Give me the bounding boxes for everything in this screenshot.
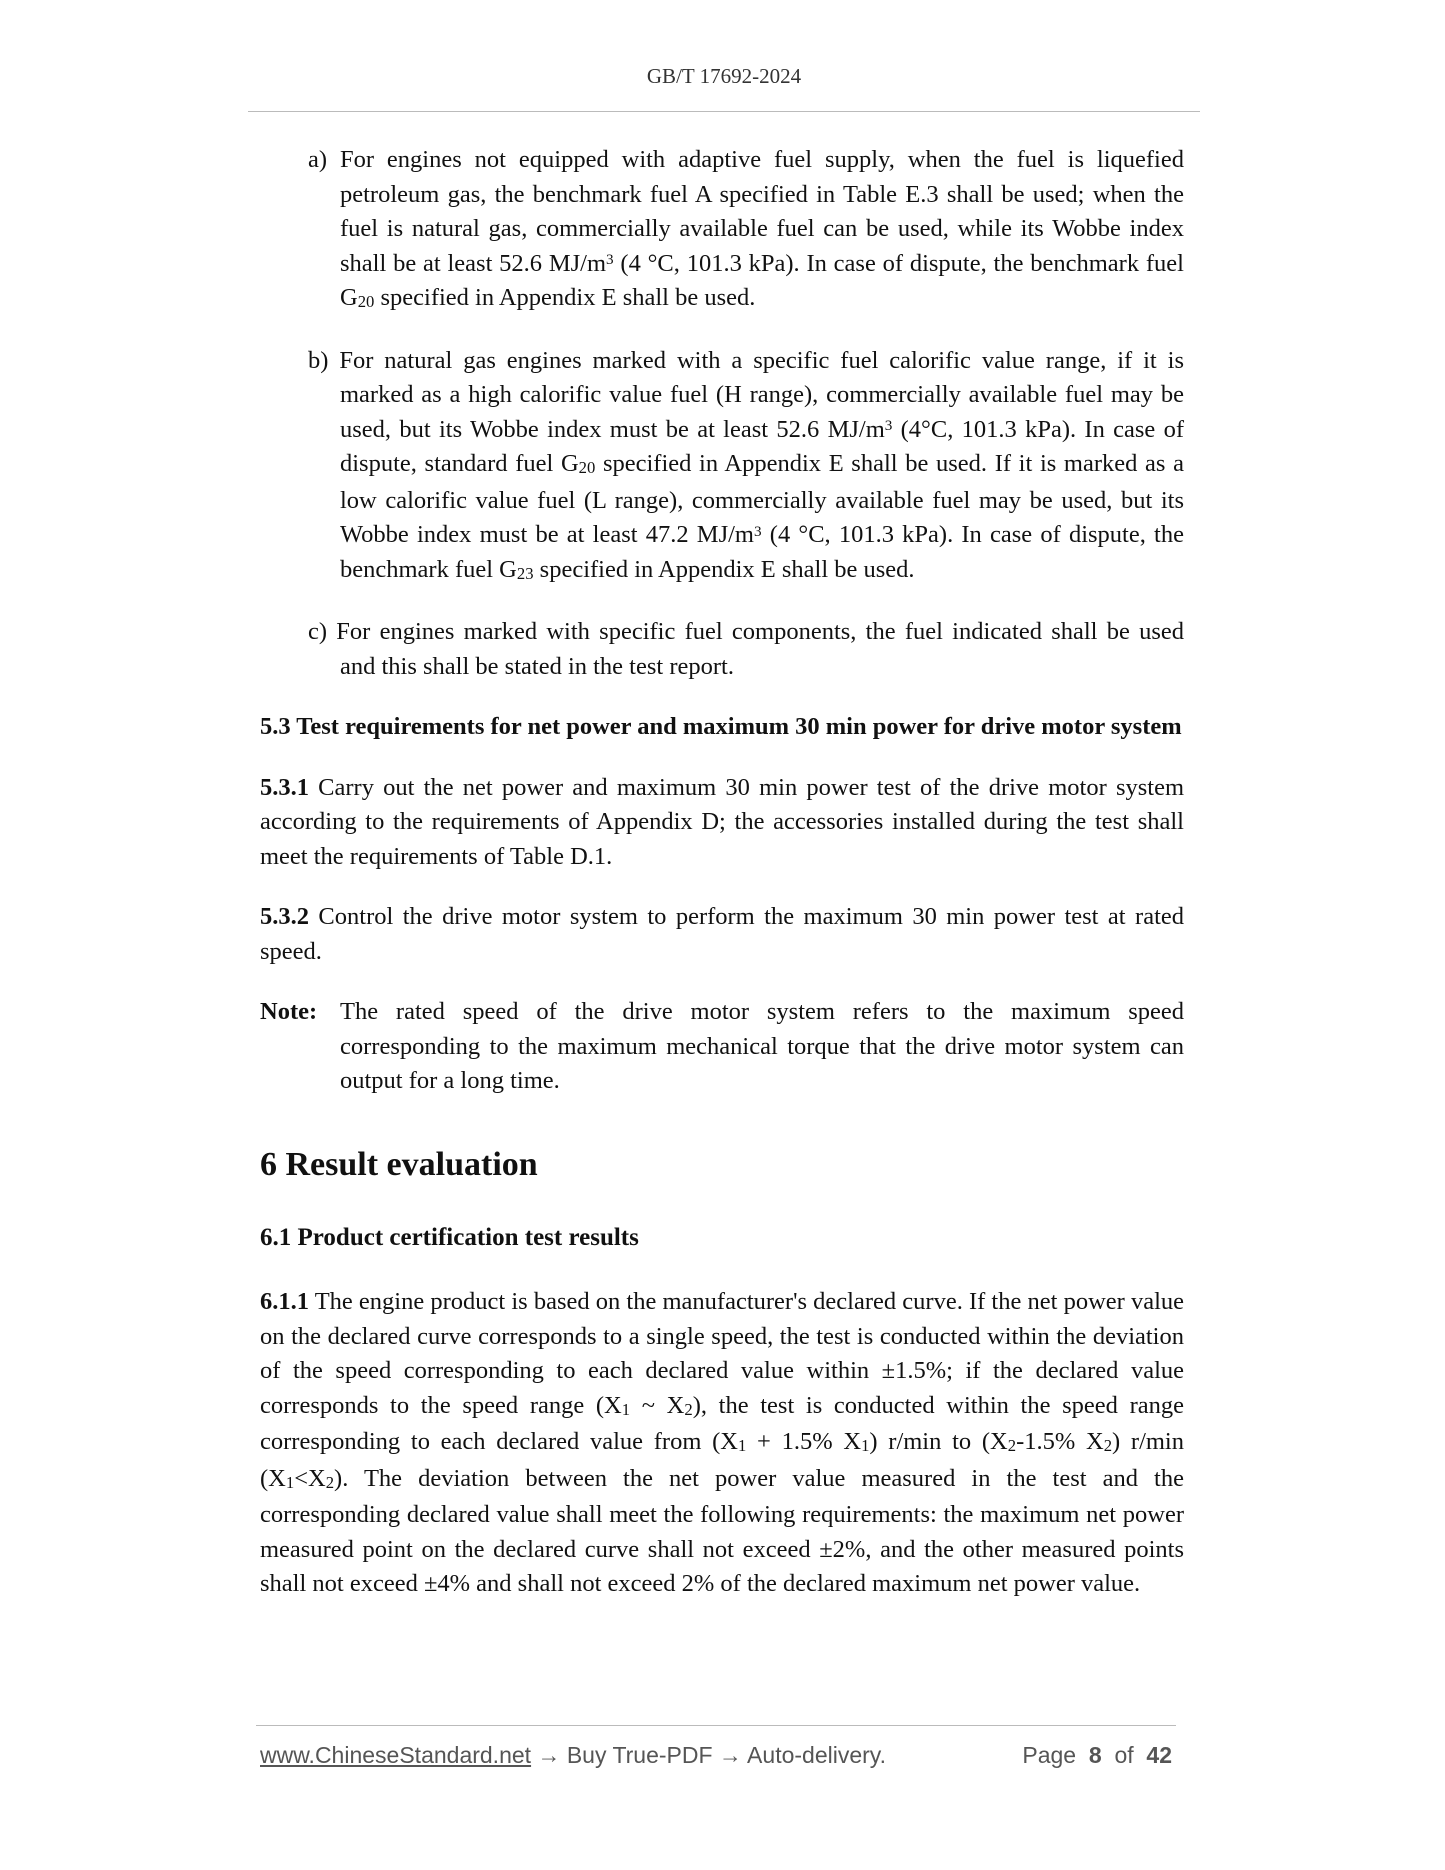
page-footer — [260, 1742, 1172, 1769]
section-heading-5-3: 5.3 Test requirements for net power and maximum 30 min power for drive motor system — [260, 713, 1182, 740]
clause-text: ) r/min (X — [260, 1428, 1184, 1492]
list-item-a — [308, 143, 1184, 318]
chinesestandard-link[interactable]: www.ChineseStandard.net — [260, 1742, 532, 1768]
list-text-b-2: (4°C, 101.3 kPa). In case of dispute, standard fuel G — [340, 415, 1184, 477]
page-label: Page — [1022, 1742, 1077, 1768]
paragraph-5-3-1 — [260, 771, 1184, 875]
superscript-3: 3 — [606, 251, 614, 269]
list-text-a-2: (4 °C, 101.3 kPa). In case of dispute, the benchmark fuel G — [340, 249, 1184, 311]
list-text-b-3: specified in Appendix E shall be used. If it is marked as a low calorific value fuel (L range), commercially available fuel may be used, but its Wobbe index must be at least 47.2 MJ/m — [340, 450, 1184, 548]
list-label-a: a) — [308, 146, 328, 173]
subscript: 2 — [684, 1399, 693, 1419]
subscript: 2 — [1007, 1436, 1017, 1456]
page-indicator — [1022, 1742, 1172, 1769]
clause-text: ). The deviation between the net power value measured in the test and the corresponding declared value shall meet the following requirements: the maximum net power measured point on the declared curve shall not exceed ±2%, and the other measured points shall not exceed ±4% and shall not exceed 2% of the declared maximum net power value. — [260, 1464, 1184, 1597]
clause-number: 5.3.2 — [260, 903, 309, 930]
list-text-a-1: For engines not equipped with adaptive fuel supply, when the fuel is liquefied petroleum gas, the benchmark fuel A specified in Table E.3 shall be used; when the fuel is natural gas, commercially available fuel can be used, while its Wobbe index shall be at least 52.6 MJ/m — [339, 146, 1184, 277]
subscript: 1 — [285, 1472, 295, 1492]
clause-number: 5.3.1 — [260, 773, 309, 801]
list-item-c — [308, 615, 1184, 684]
list-text-c: For engines marked with specific fuel components, the fuel indicated shall be used and this shall be stated in the test report. — [336, 618, 1185, 680]
list-label-b: b) — [308, 346, 329, 374]
clause-number: 6.1.1 — [260, 1288, 309, 1315]
note-text: The rated speed of the drive motor system refers to the maximum speed corresponding to the maximum mechanical torque that the drive motor system can output for a long time. — [340, 998, 1184, 1094]
clause-text: The engine product is based on the manufacturer's declared curve. If the net power value on the declared curve corresponds to a single speed, the test is conducted within the deviation of the speed corresponding to each declared value within ±1.5%; if the declared value corresponds to the speed range (X — [260, 1288, 1184, 1419]
subscript-20: 20 — [578, 458, 596, 478]
list-item-b — [308, 344, 1184, 590]
clause-text: ), the test is conducted within the speed range corresponding to each declared value from (X — [260, 1391, 1184, 1455]
page-total: 42 — [1146, 1742, 1172, 1768]
footer-promo-text: → Buy True-PDF → Auto-delivery. — [531, 1742, 886, 1768]
section-heading-6-1: 6.1 Product certification test results — [260, 1223, 639, 1251]
page-number: 8 — [1088, 1742, 1102, 1768]
header-divider — [248, 111, 1200, 112]
subscript: 2 — [325, 1472, 335, 1492]
document-header: GB/T 17692-2024 — [646, 64, 802, 88]
paragraph-6-1-1 — [260, 1285, 1184, 1602]
clause-text: Control the drive motor system to perform the maximum 30 min power test at rated speed. — [260, 903, 1184, 965]
subscript-23: 23 — [516, 563, 534, 583]
page-body — [260, 143, 1184, 1628]
superscript-3: 3 — [884, 417, 893, 435]
superscript-3: 3 — [754, 522, 762, 540]
of-label: of — [1114, 1742, 1134, 1768]
list-text-b-5: specified in Appendix E shall be used. — [533, 555, 915, 583]
clause-text: <X — [294, 1464, 326, 1492]
list-text-a-3: specified in Appendix E shall be used. — [374, 284, 756, 311]
list-text-b-1: For natural gas engines marked with a specific fuel calorific value range, if it is marked as a high calorific value fuel (H range), commercially available fuel may be used, but its Wobbe index must be at least 52.6 MJ/m — [339, 346, 1185, 443]
clause-text: + 1.5% X — [746, 1428, 862, 1455]
subscript: 1 — [861, 1436, 870, 1456]
list-label-c: c) — [308, 618, 328, 645]
subscript: 2 — [1103, 1436, 1113, 1456]
list-text-b-4: (4 °C, 101.3 kPa). In case of dispute, the benchmark fuel G — [340, 521, 1184, 583]
footer-promo — [260, 1742, 886, 1769]
clause-text: Carry out the net power and maximum 30 min power test of the drive motor system according to the requirements of Appendix D; the accessories installed during the test shall meet the requirements of Table D.1. — [260, 773, 1184, 870]
subscript: 1 — [621, 1399, 631, 1419]
paragraph-5-3-2 — [260, 900, 1184, 969]
clause-text: ~ X — [630, 1391, 685, 1419]
subscript: 1 — [737, 1436, 747, 1456]
footer-divider — [256, 1725, 1176, 1726]
subscript-20: 20 — [357, 292, 375, 312]
clause-text: ) r/min to (X — [869, 1428, 1008, 1455]
section-heading-6: 6 Result evaluation — [260, 1145, 538, 1183]
note-block — [260, 995, 1184, 1099]
clause-text: -1.5% X — [1016, 1428, 1104, 1455]
note-label: Note: — [260, 998, 318, 1025]
